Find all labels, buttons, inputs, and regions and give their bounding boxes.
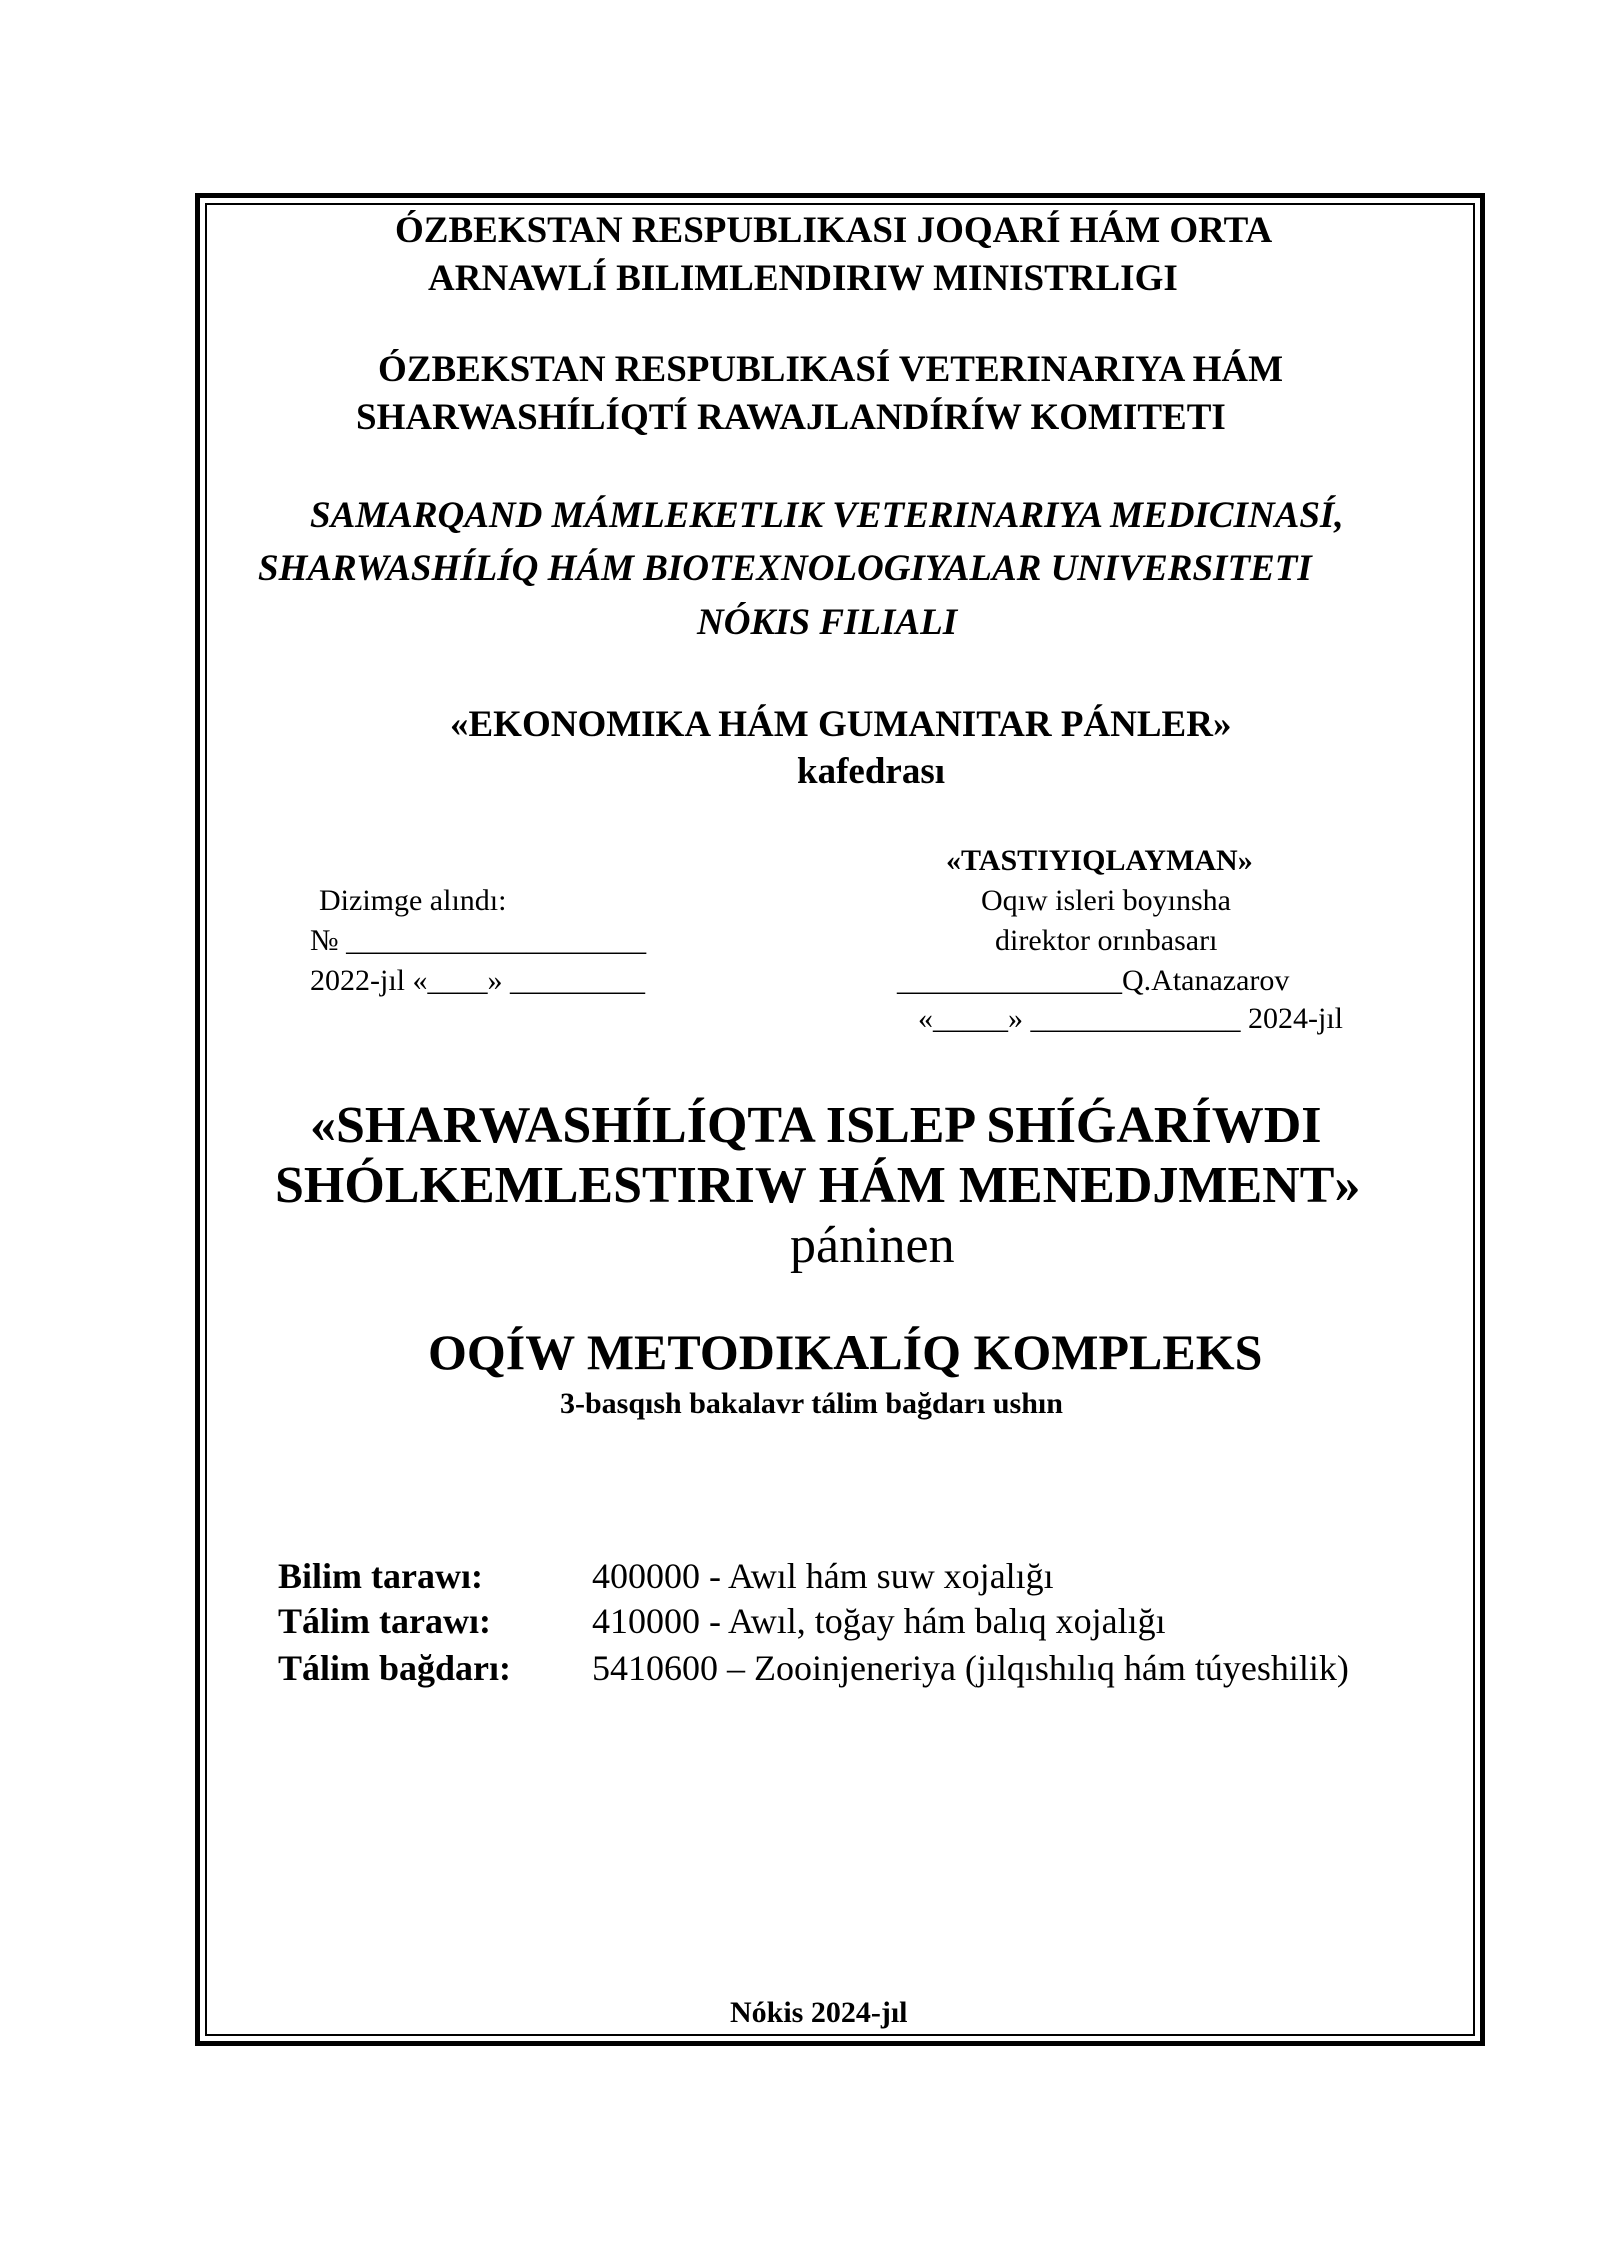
info-value-2: 410000 - Awıl, toğay hám balıq xojalığı	[592, 1601, 1166, 1641]
info-value-3: 5410600 – Zooinjeneriya (jılqıshılıq hám túyeshilik)	[592, 1648, 1349, 1688]
registration-number: № ____________________	[310, 924, 647, 957]
university-line1: SAMARQAND MÁMLEKETLIK VETERINARIYA MEDICINASÍ,	[310, 495, 1344, 536]
ministry-line1: ÓZBEKSTAN RESPUBLIKASI JOQARÍ HÁM ORTA	[395, 210, 1273, 251]
committee-line1: ÓZBEKSTAN RESPUBLIKASÍ VETERINARIYA HÁM	[378, 349, 1284, 390]
subject-line2: SHÓLKEMLESTIRIW HÁM MENEDJMENT»	[275, 1157, 1361, 1214]
approval-title: «TASTIYIQLAYMAN»	[946, 844, 1253, 877]
info-label-1: Bilim tarawı:	[278, 1556, 483, 1596]
subject-line1: «SHARWASHÍLÍQTA ISLEP SHÍǴARÍWDI	[310, 1097, 1322, 1154]
department-name: «EKONOMIKA HÁM GUMANITAR PÁNLER»	[450, 704, 1232, 745]
footer-place-year: Nókis 2024-jıl	[730, 1996, 908, 2029]
committee-line2: SHARWASHÍLÍQTÍ RAWAJLANDÍRÍW KOMITETI	[356, 397, 1226, 438]
department-suffix: kafedrası	[797, 751, 945, 792]
approval-role1: Oqıw isleri boyınsha	[981, 884, 1231, 917]
university-line2: SHARWASHÍLÍQ HÁM BIOTEXNOLOGIYALAR UNIVERSITETI	[258, 548, 1312, 589]
subject-suffix: páninen	[790, 1217, 955, 1274]
ministry-line2: ARNAWLÍ BILIMLENDIRIW MINISTRLIGI	[428, 258, 1178, 299]
registration-date: 2022-jıl «____» _________	[310, 964, 645, 997]
info-value-1: 400000 - Awıl hám suw xojalığı	[592, 1556, 1054, 1596]
registration-label: Dizimge alındı:	[319, 884, 507, 917]
approval-date: «_____» ______________ 2024-jıl	[918, 1002, 1343, 1035]
info-label-2: Tálim tarawı:	[278, 1601, 491, 1641]
approval-role2: direktor orınbasarı	[995, 924, 1218, 957]
info-label-3: Tálim bağdarı:	[278, 1648, 512, 1688]
university-line3: NÓKIS FILIALI	[697, 602, 958, 643]
approval-signature: _______________Q.Atanazarov	[897, 964, 1290, 997]
complex-title: OQÍW METODIKALÍQ KOMPLEKS	[428, 1324, 1263, 1380]
complex-subtitle: 3-basqısh bakalavr tálim bağdarı ushın	[560, 1387, 1063, 1420]
